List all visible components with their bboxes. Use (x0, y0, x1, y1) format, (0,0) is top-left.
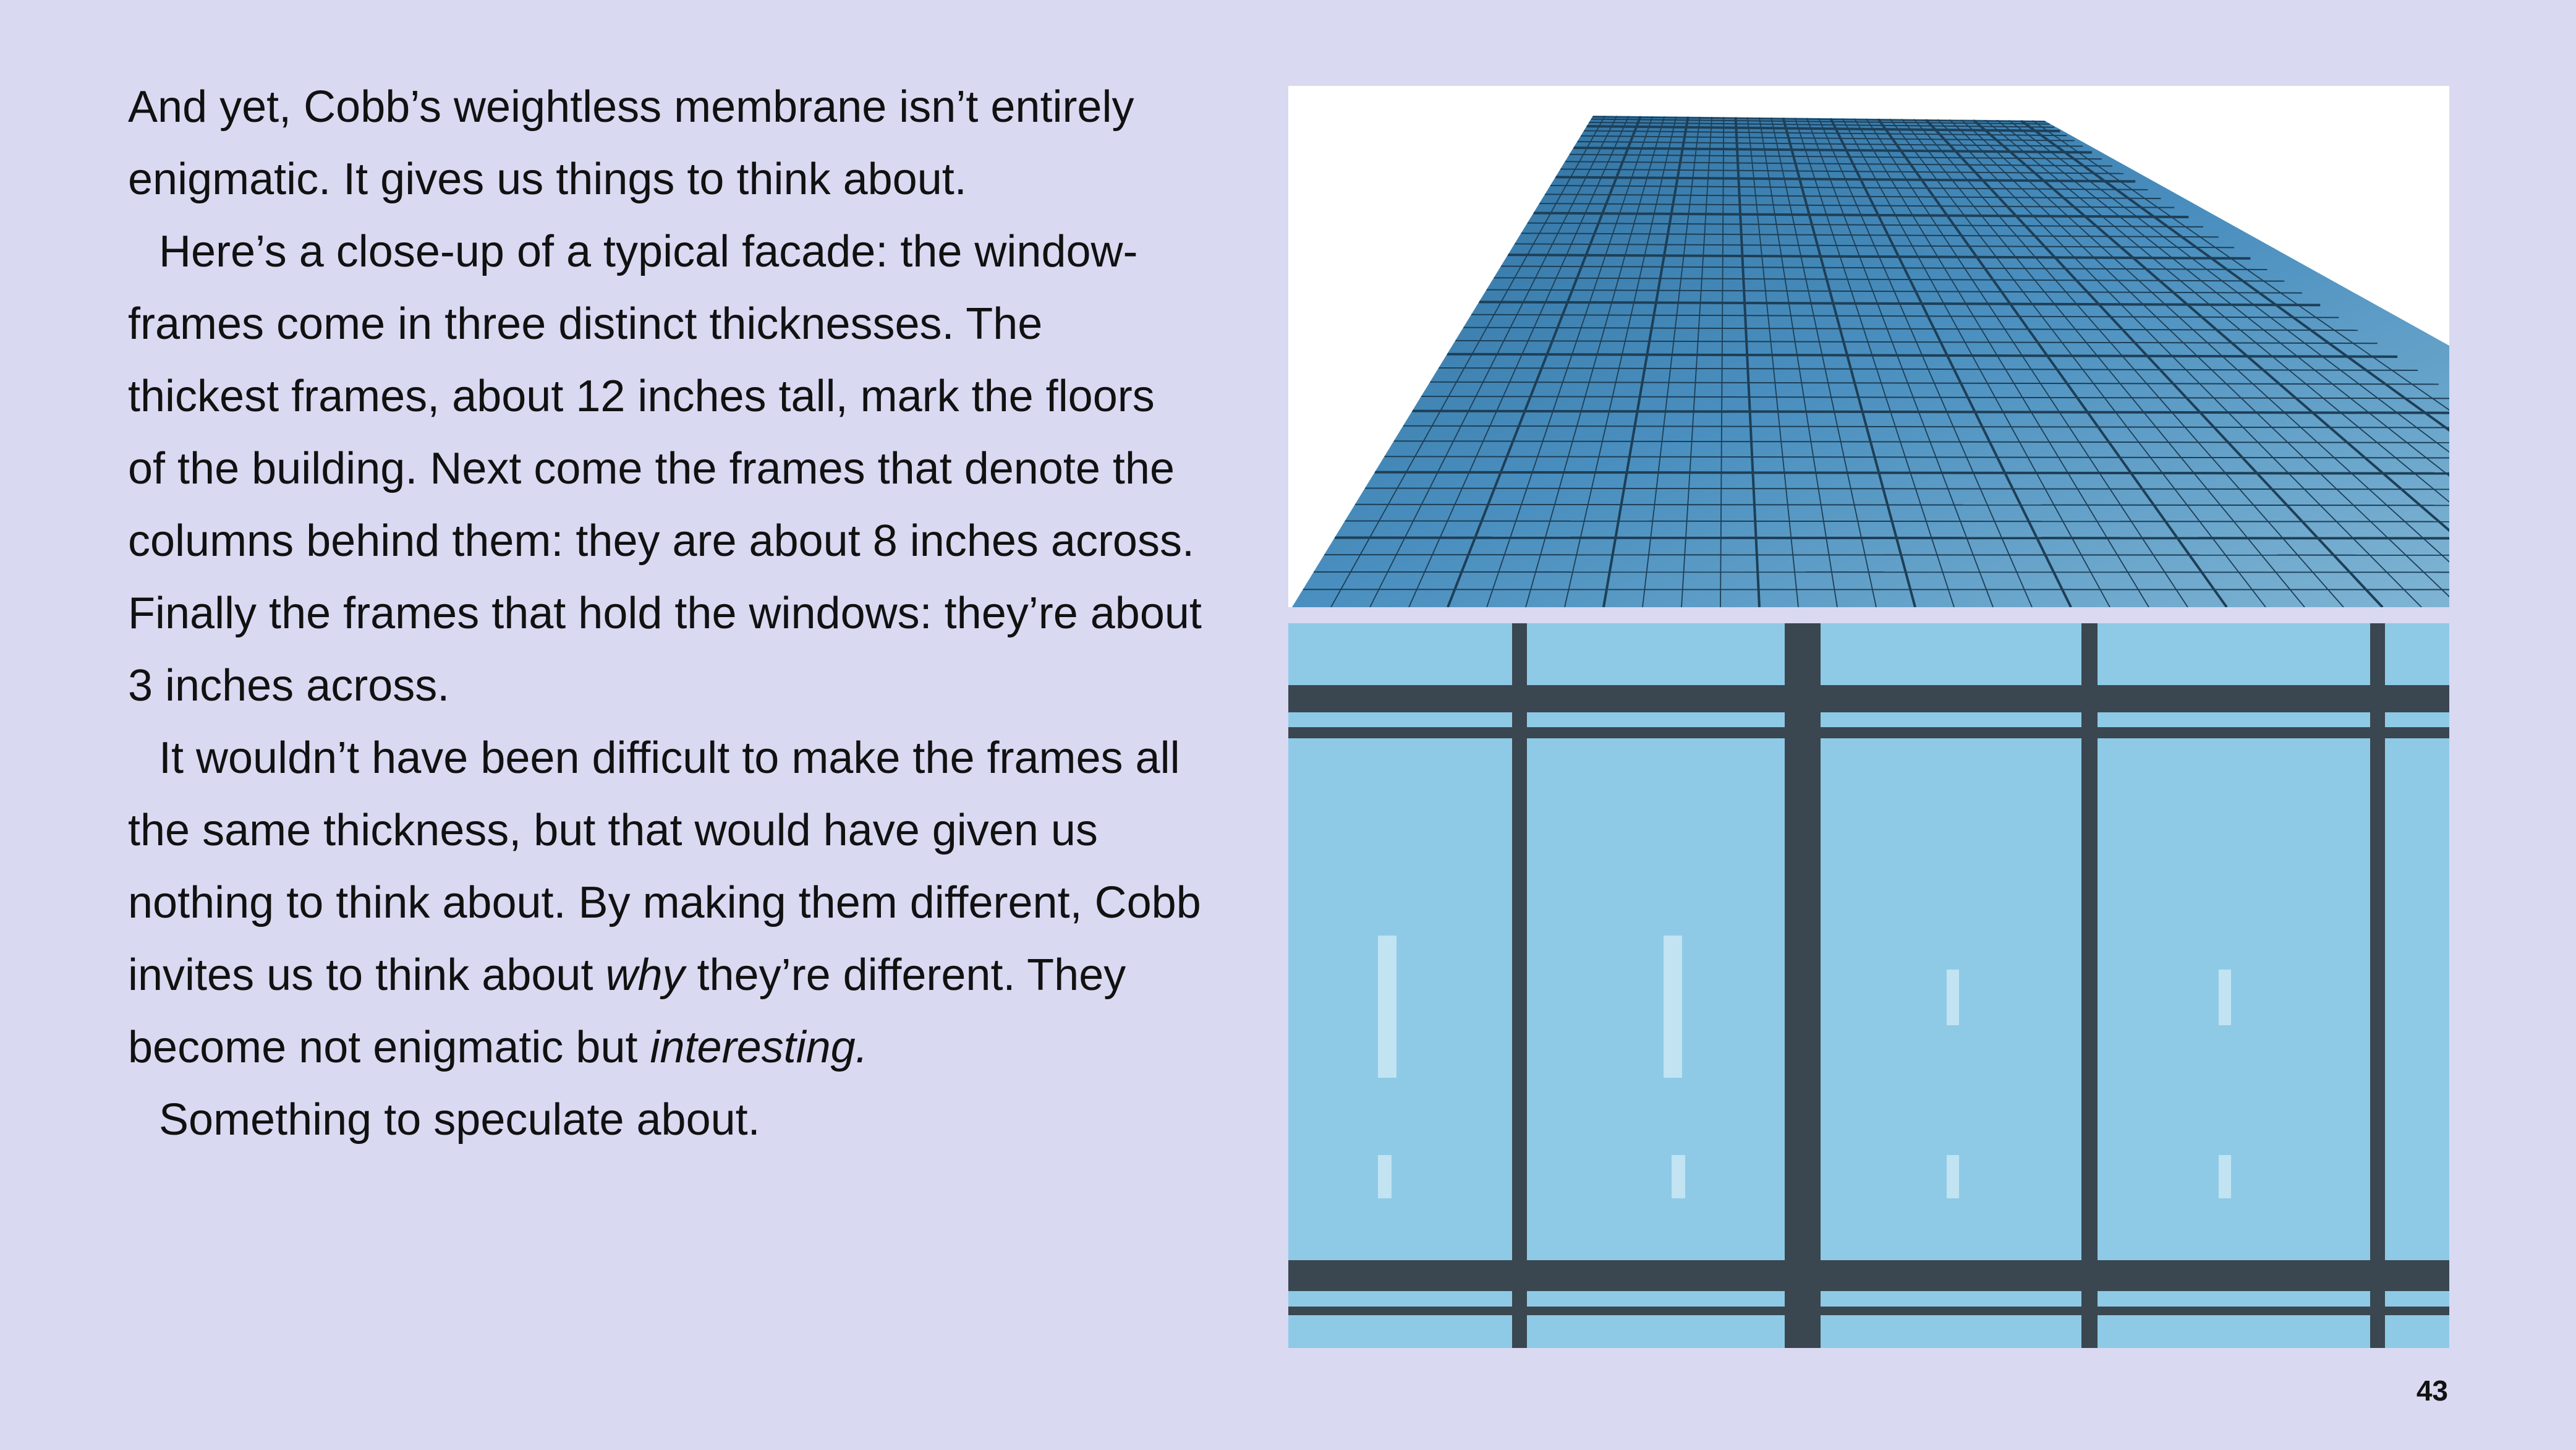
body-text (128, 71, 1204, 1156)
window-frames-image (1288, 623, 2449, 1348)
tower-facade-image (1288, 86, 2449, 607)
paragraph-3 (128, 722, 1204, 1084)
paragraph-1: And yet, Cobb’s weightless membrane isn’t entirely enigmatic. It gives us things to think about. (128, 82, 1134, 204)
paragraph-4: Something to speculate about. (159, 1095, 760, 1145)
paragraph-3-text-b: they’re different. They become not enigmatic but (128, 950, 1126, 1072)
facade-grid-line (1314, 572, 2449, 573)
emphasis-why: why (605, 950, 685, 1000)
emphasis-interesting: interesting. (650, 1023, 868, 1072)
tower-facade-photo (1288, 86, 2449, 607)
tower-glass (1292, 116, 2449, 607)
paragraph-2: Here’s a close-up of a typical facade: the window-frames come in three distinct thicknesses. The thickest frames, about 12 inches tall, mark the floors of the building. Next come the frames that denote the columns behind them: they are about 8 inches across. Finally the frames that hold the windows: they’re about 3 inches across. (128, 227, 1202, 710)
page-number: 43 (2416, 1375, 2448, 1407)
window-closeup-photo (1288, 623, 2449, 1348)
paragraph-3-text-a: It wouldn’t have been difficult to make the frames all the same thickness, but that would have given us nothing to think about. By making them different, Cobb invites us to think about (128, 733, 1201, 1000)
